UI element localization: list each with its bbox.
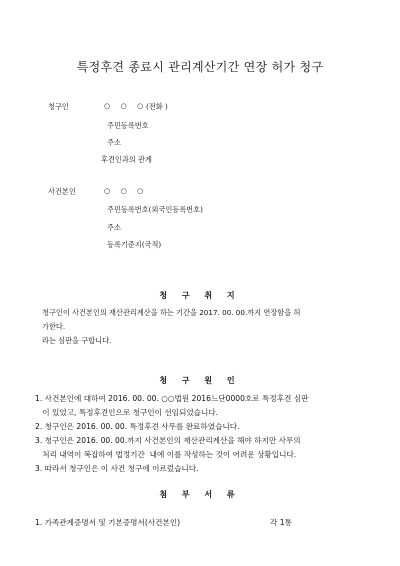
grounds-line: 1. 사건본인에 대하여 2016. 00. 00. ○○법원 2016느단0000호로 특정후견 심판 [35,394,309,403]
petitioner-address: 주소 [107,138,121,147]
grounds-line: 2. 청구인은 2016. 00. 00. 특정후견 사무를 완료하였습니다. [35,422,240,431]
grounds-heading: 청 구 원 인 [159,376,241,385]
petitioner-name: ○ ○ ○ [104,101,148,110]
document-title: 특정후견 종료시 관리계산기간 연장 허가 청구 [76,60,324,74]
principal-address: 주소 [107,223,121,232]
petitioner-phone: (전화 ) [146,102,168,111]
petitioner-label: 청구인 [48,102,69,111]
petitioner-rrn: 주민등록번호 [107,121,149,130]
grounds-line: 처리 내역이 복잡하여 법정기간 내에 이를 작성하는 것이 어려운 상황입니다. [35,450,297,459]
purpose-line: 라는 심판을 구합니다. [42,336,112,345]
purpose-heading: 청 구 취 지 [159,291,241,300]
grounds-line: 3. 따라서 청구인은 이 사건 청구에 이르렀습니다. [35,464,199,473]
attachment-count: 각 1통 [270,518,292,527]
principal-rrn: 주민등록번호(외국인등록번호) [107,205,203,214]
grounds-line: 3. 청구인은 2016. 00. 00.까지 사건본인의 재산관리계산을 해야 하지만 사무의 [35,436,301,445]
attachment-item: 1. 가족관계증명서 및 기본증명서(사건본인) [35,518,181,527]
principal-name: ○ ○ ○ [104,186,148,195]
principal-label: 사건본인 [48,187,76,196]
attachments-heading: 첨 부 서 류 [159,490,241,499]
grounds-line: 이 있었고, 특정후견인으로 청구인이 선임되었습니다. [35,408,219,417]
principal-registry: 등록기준지(국적) [107,240,162,249]
purpose-line: 가한다. [42,322,66,331]
petitioner-relation: 후견인과의 관계 [101,155,152,164]
purpose-line: 청구인이 사건본인의 재산관리계산을 하는 기간을 2017. 00. 00.까지 연장함을 허 [42,308,301,317]
